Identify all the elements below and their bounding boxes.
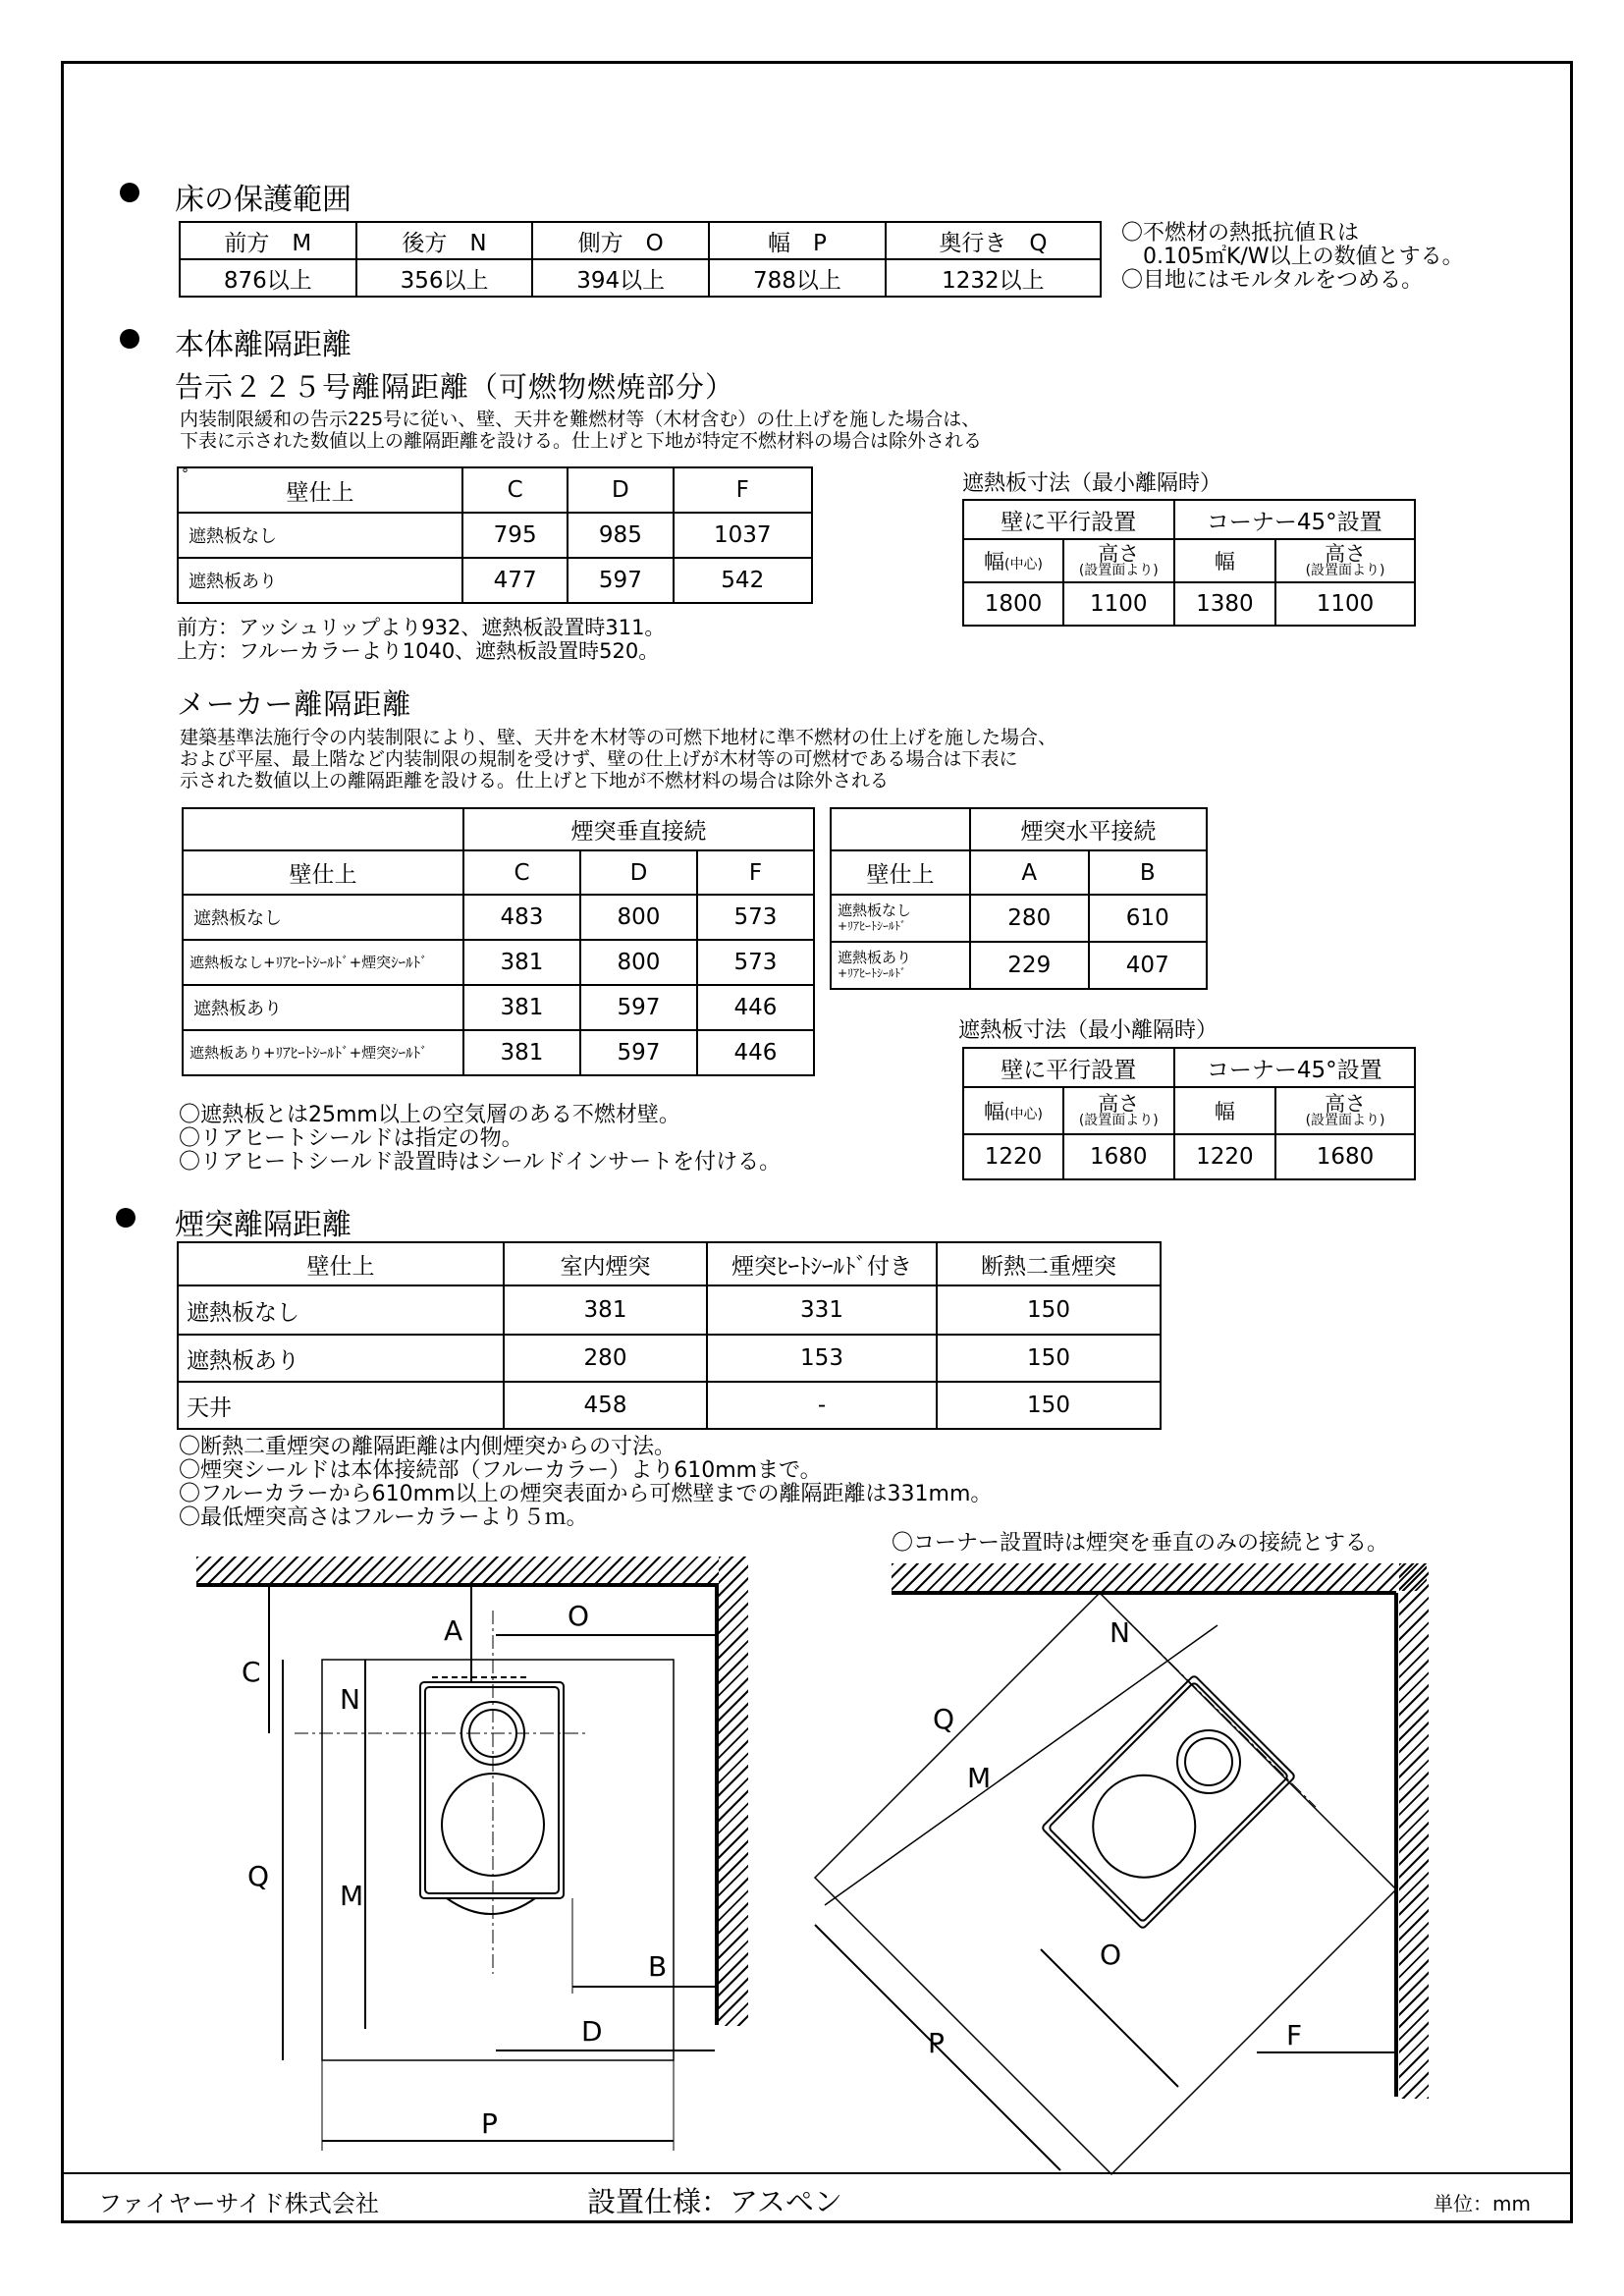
shield-value: 1100 (1275, 582, 1415, 626)
body-row-value: 477 (462, 558, 568, 603)
dim-label-o-right: O (1100, 1939, 1122, 1971)
vertical-row-value: 597 (580, 1030, 697, 1075)
horizontal-header-a: A (970, 850, 1089, 895)
horizontal-row-value: 229 (970, 942, 1089, 989)
horizontal-row-value: 280 (970, 895, 1089, 942)
label-small: (設置面より) (1305, 1113, 1385, 1128)
chimney-row-value: 150 (937, 1335, 1161, 1382)
floor-value-depth: 1232以上 (886, 259, 1101, 297)
maker-desc-line: および平屋、最上階など内装制限の規制を受けず、壁の仕上げが木材等の可燃材である場合は下表に (180, 748, 1018, 770)
shield-value: 1800 (963, 582, 1063, 626)
chimney-row-value: 153 (707, 1335, 937, 1382)
body-note: 前方：アッシュリップより932、遮熱板設置時311。 (177, 616, 666, 639)
floor-header-front: 前方 M (180, 222, 356, 259)
shield-width: 幅 (1174, 1087, 1276, 1134)
chimney-header: 壁仕上 (178, 1242, 504, 1285)
floor-note: 〇不燃材の熱抵抗値Ｒは (1121, 221, 1360, 246)
label-small: (中心) (1004, 557, 1043, 573)
chimney-header: 室内煙突 (504, 1242, 707, 1285)
shield-value: 1380 (1174, 582, 1276, 626)
label: 遮熱板なし (838, 901, 912, 919)
dim-label-m: M (340, 1880, 364, 1912)
dim-label-o: O (568, 1600, 590, 1632)
label: 高さ (1325, 1092, 1367, 1116)
corner-note: 〇コーナー設置時は煙突を垂直のみの接続とする。 (892, 1531, 1389, 1556)
footer-title: 設置仕様：アスペン (587, 2185, 842, 2218)
vertical-row-label: 遮熱板あり+ﾘｱﾋｰﾄｼｰﾙﾄﾞ+煙突ｼｰﾙﾄﾞ (183, 1030, 463, 1075)
body-row-value: 597 (568, 558, 673, 603)
vertical-row-value: 381 (463, 1030, 580, 1075)
chimney-row-value: 331 (707, 1285, 937, 1335)
shield-corner-header: コーナー45°設置 (1174, 500, 1415, 539)
maker-shield-title: 遮熱板寸法（最小離隔時） (958, 1018, 1218, 1043)
chimney-row-value: 458 (504, 1382, 707, 1429)
body-row-label: 遮熱板あり (178, 558, 462, 603)
dim-label-n: N (340, 1683, 360, 1716)
shield-corner-header: コーナー45°設置 (1174, 1048, 1415, 1087)
vertical-row-value: 446 (697, 1030, 814, 1075)
horizontal-group-header: 煙突水平接続 (970, 808, 1207, 850)
shield-value: 1680 (1275, 1134, 1415, 1179)
chimney-header: 煙突ﾋｰﾄｼｰﾙﾄﾞ付き (707, 1242, 937, 1285)
vertical-header-f: F (697, 850, 814, 895)
vertical-header-c: C (463, 850, 580, 895)
body-table-header-d: D (568, 467, 673, 513)
shield-value: 1680 (1063, 1134, 1174, 1179)
body-table-header-f: F (674, 467, 813, 513)
vertical-row-value: 483 (463, 895, 580, 940)
vertical-row-label: 遮熱板なし (183, 895, 463, 940)
floor-header-back: 後方 N (356, 222, 533, 259)
body-table-header-c: C (462, 467, 568, 513)
maker-note: 〇リアヒートシールドは指定の物。 (179, 1126, 523, 1151)
vertical-header-d: D (580, 850, 697, 895)
floor-header-width: 幅 P (709, 222, 886, 259)
body-row-value: 985 (568, 513, 673, 558)
floor-value-width: 788以上 (709, 259, 886, 297)
vertical-header-wall: 壁仕上 (183, 850, 463, 895)
chimney-row-value: 150 (937, 1285, 1161, 1335)
vertical-row-value: 381 (463, 985, 580, 1030)
chimney-row-label: 天井 (178, 1382, 504, 1429)
vertical-row-value: 800 (580, 940, 697, 985)
maker-heading: メーカー離隔距離 (177, 687, 412, 721)
vertical-row-label: 遮熱板なし+ﾘｱﾋｰﾄｼｰﾙﾄﾞ+煙突ｼｰﾙﾄﾞ (183, 940, 463, 985)
dim-label-q-right: Q (933, 1703, 955, 1735)
label: 遮熱板あり (838, 948, 912, 966)
vertical-row-value: 573 (697, 895, 814, 940)
vertical-row-value: 381 (463, 940, 580, 985)
body-row-value: 1037 (674, 513, 813, 558)
maker-note: 〇遮熱板とは25mm以上の空気層のある不燃材壁。 (179, 1103, 680, 1127)
horizontal-header-b: B (1089, 850, 1208, 895)
chimney-header: 断熱二重煙突 (937, 1242, 1161, 1285)
shield-parallel-header: 壁に平行設置 (963, 500, 1174, 539)
horizontal-row-value: 610 (1089, 895, 1208, 942)
dim-label-c: C (242, 1656, 261, 1688)
maker-note: 〇リアヒートシールド設置時はシールドインサートを付ける。 (179, 1150, 782, 1175)
label-small: +ﾘｱﾋｰﾄｼｰﾙﾄﾞ (838, 965, 907, 980)
body-desc-line: 下表に示された数値以上の離隔距離を設ける。仕上げと下地が特定不燃材料の場合は除外される (180, 430, 983, 452)
body-desc-line: 内装制限緩和の告示225号に従い、壁、天井を難燃材等（木材含む）の仕上げを施した場合は、 (180, 409, 981, 430)
horizontal-header-wall: 壁仕上 (831, 850, 970, 895)
shield-value: 1220 (963, 1134, 1063, 1179)
body-row-value: 542 (674, 558, 813, 603)
dim-label-p: P (481, 2107, 498, 2140)
shield-value: 1220 (1174, 1134, 1276, 1179)
dim-label-q: Q (247, 1860, 270, 1892)
floor-value-side: 394以上 (532, 259, 709, 297)
chimney-row-label: 遮熱板なし (178, 1285, 504, 1335)
dim-label-d: D (581, 2015, 603, 2048)
floor-header-depth: 奥行き Q (886, 222, 1101, 259)
floor-value-front: 876以上 (180, 259, 356, 297)
header-label: 壁仕上 (286, 479, 354, 506)
dim-label-b: B (648, 1950, 668, 1983)
floor-note: 0.105㎡K/W以上の数値とする。 (1121, 245, 1464, 269)
label-small: (設置面より) (1305, 563, 1385, 578)
label: 幅 (984, 550, 1005, 574)
chimney-note: 〇最低煙突高さはフルーカラーより５ｍ。 (179, 1505, 588, 1530)
vertical-row-value: 800 (580, 895, 697, 940)
chimney-note: 〇煙突シールドは本体接続部（フルーカラー）より610mmまで。 (179, 1458, 822, 1483)
dim-label-p-right: P (928, 2027, 945, 2059)
label-small: +ﾘｱﾋｰﾄｼｰﾙﾄﾞ (838, 918, 907, 933)
shield-width: 幅 (1174, 539, 1276, 582)
horizontal-row-value: 407 (1089, 942, 1208, 989)
label: 高さ (1098, 1092, 1140, 1116)
dim-label-f-right: F (1286, 2019, 1303, 2051)
body-row-value: 795 (462, 513, 568, 558)
footer-unit: 単位：mm (1434, 2192, 1531, 2215)
label-small: (設置面より) (1078, 563, 1159, 578)
maker-desc-line: 示された数値以上の離隔距離を設ける。仕上げと下地が不燃材料の場合は除外される (180, 770, 890, 792)
body-shield-title: 遮熱板寸法（最小離隔時） (962, 471, 1222, 496)
chimney-note: 〇断熱二重煙突の離隔距離は内側煙突からの寸法。 (179, 1435, 677, 1459)
dim-label-m-right: M (967, 1762, 992, 1794)
floor-value-back: 356以上 (356, 259, 533, 297)
vertical-group-header: 煙突垂直接続 (463, 808, 814, 850)
vertical-row-value: 446 (697, 985, 814, 1030)
label-small: (中心) (1004, 1107, 1043, 1122)
vertical-row-value: 597 (580, 985, 697, 1030)
maker-desc-line: 建築基準法施行令の内装制限により、壁、天井を木材等の可燃下地材に準不燃材の仕上げを施した場合、 (180, 727, 1057, 748)
chimney-heading: 煙突離隔距離 (175, 1208, 352, 1242)
shield-parallel-header: 壁に平行設置 (963, 1048, 1174, 1087)
footer-company: ファイヤーサイド株式会社 (98, 2190, 379, 2217)
vertical-row-label: 遮熱板あり (183, 985, 463, 1030)
floor-heading: 床の保護範囲 (175, 183, 352, 217)
chimney-row-value: 280 (504, 1335, 707, 1382)
label: 高さ (1098, 542, 1140, 566)
floor-header-side: 側方 O (532, 222, 709, 259)
dim-label-n-right: N (1110, 1616, 1130, 1649)
label: 幅 (984, 1100, 1005, 1123)
corner-mark: ° (182, 466, 189, 482)
shield-value: 1100 (1063, 582, 1174, 626)
dim-label-a: A (444, 1614, 463, 1647)
floor-note: 〇目地にはモルタルをつめる。 (1121, 268, 1424, 293)
body-note: 上方：フルーカラーより1040、遮熱板設置時520。 (177, 639, 660, 663)
body-heading: 本体離隔距離 (175, 328, 352, 362)
label-small: (設置面より) (1078, 1113, 1159, 1128)
body-subheading: 告示２２５号離隔距離（可燃物燃焼部分） (175, 370, 735, 404)
chimney-row-value: 381 (504, 1285, 707, 1335)
chimney-note: 〇フルーカラーから610mm以上の煙突表面から可燃壁までの離隔距離は331mm。 (179, 1482, 993, 1506)
chimney-row-value: 150 (937, 1382, 1161, 1429)
chimney-row-value: - (707, 1382, 937, 1429)
chimney-row-label: 遮熱板あり (178, 1335, 504, 1382)
body-row-label: 遮熱板なし (178, 513, 462, 558)
label: 高さ (1325, 542, 1367, 566)
vertical-row-value: 573 (697, 940, 814, 985)
